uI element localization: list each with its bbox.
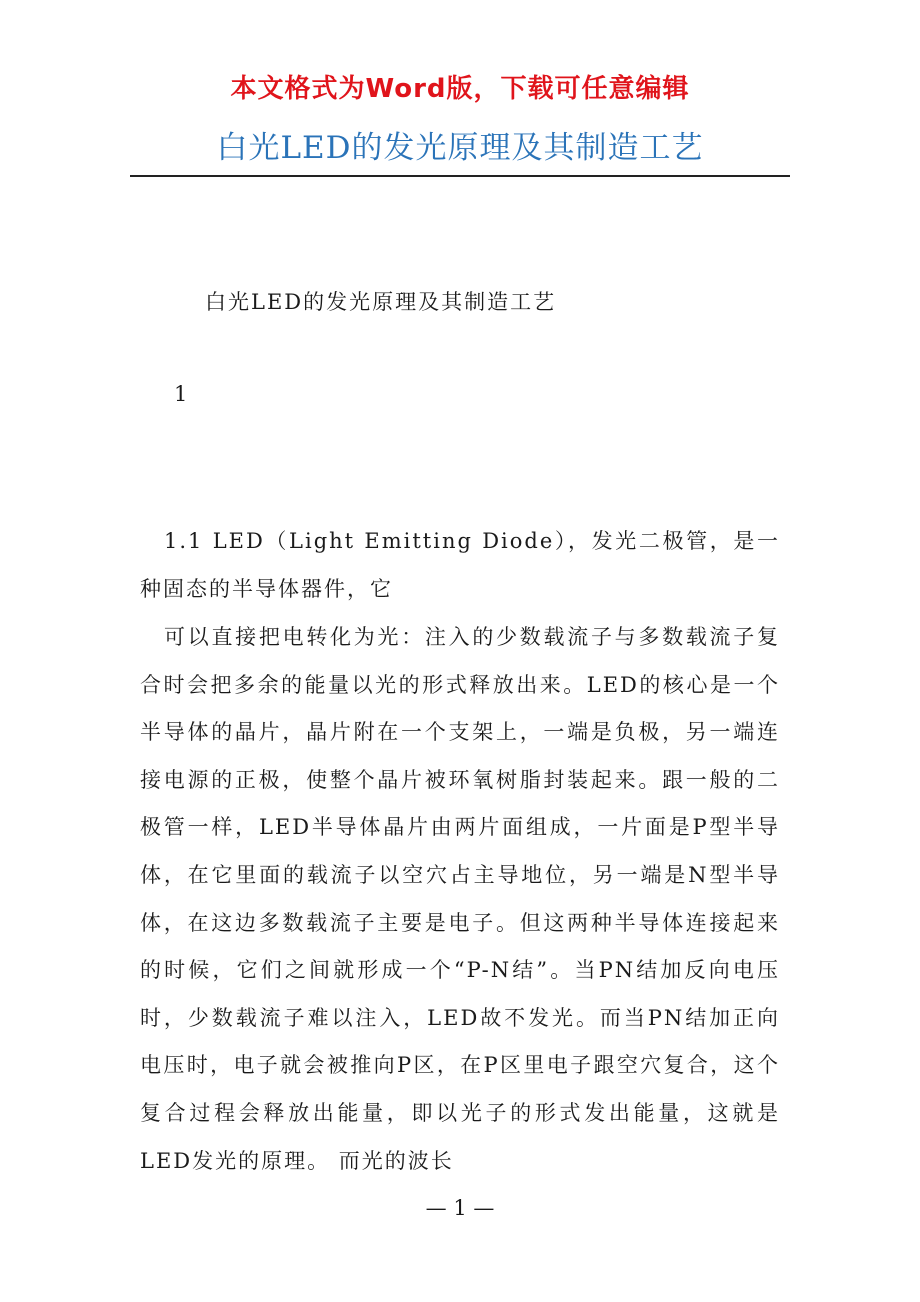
paragraph-principle: 可以直接把电转化为光：注入的少数载流子与多数载流子复合时会把多余的能量以光的形式释放出来。LED的核心是一个半导体的晶片，晶片附在一个支架上，一端是负极，另一端连接电源的正极，使整个晶片被环氧树脂封装起来。跟一般的二极管一样，LED半导体晶片由两片面组成，一片面是P型半导体，在它里面的载流子以空穴占主导地位，另一端是N型半导体，在这边多数载流子主要是电子。但这两种半导体连接起来的时候，它们之间就形成一个“P-N结”。当PN结加反向电压时，少数载流子难以注入，LED故不发光。而当PN结加正向电压时，电子就会被推向P区，在P区里电子跟空穴复合，这个复合过程会释放出能量，即以光子的形式发出能量，这就是LED发光的原理。 而光的波长 [140,625,780,1173]
page-number: — 1 — [425,1196,495,1220]
format-banner: 本文格式为Word版，下载可任意编辑 [230,74,690,104]
paragraph-intro: 1.1 LED（Light Emitting Diode），发光二极管，是一种固态的半导体器件，它 [140,529,780,601]
header-divider [130,175,790,177]
section-number: 1 [174,382,188,406]
article-subtitle: 白光LED的发光原理及其制造工艺 [205,290,557,314]
document-title: 白光LED的发光原理及其制造工艺 [216,130,704,166]
